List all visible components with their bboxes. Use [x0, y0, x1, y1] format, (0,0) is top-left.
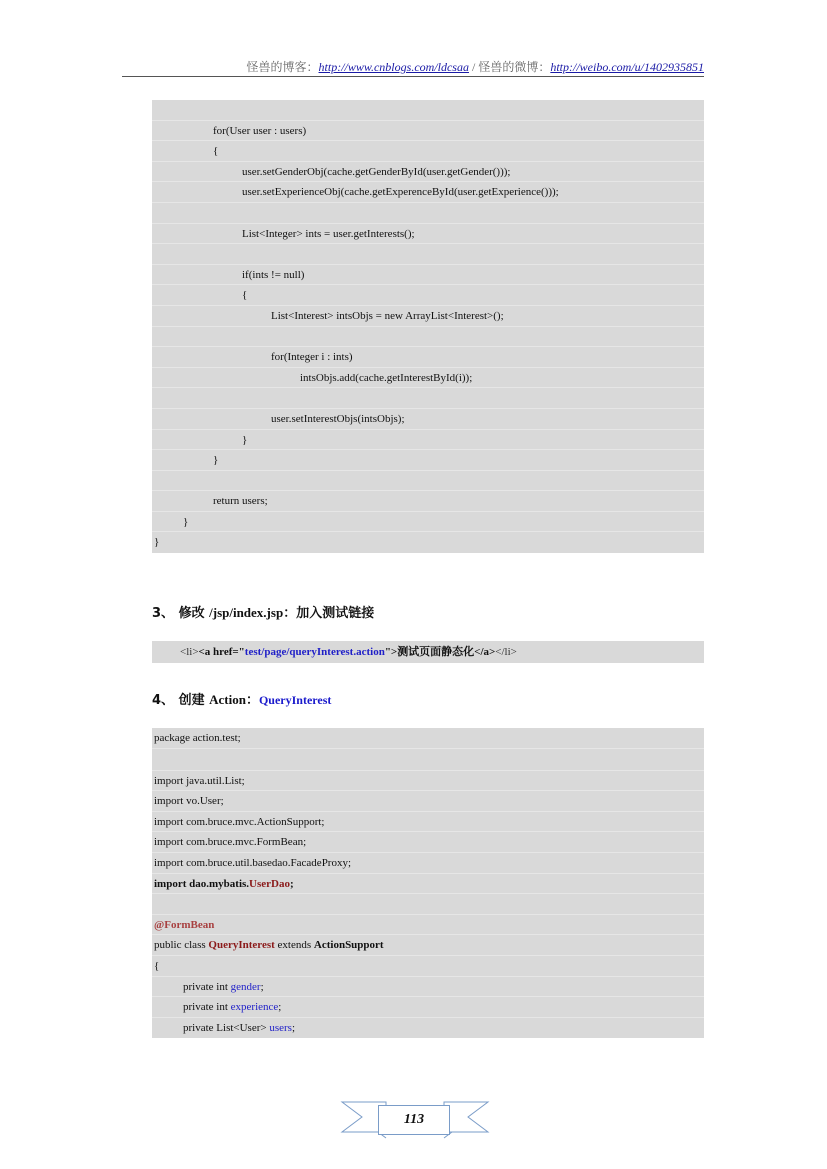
field-type: private List<User>: [183, 1021, 270, 1034]
a-close-tag: </a>: [474, 646, 496, 658]
code-text: }: [154, 536, 160, 549]
import-suffix: ;: [289, 877, 294, 890]
link-text: 测试页面静态化: [397, 645, 475, 658]
code-line: [152, 791, 704, 812]
field-name: gender: [230, 980, 261, 993]
code-line-blank: [152, 244, 704, 265]
code-line: [152, 430, 704, 451]
code-line: [152, 265, 704, 286]
weibo-label: 怪兽的微博：: [478, 60, 551, 74]
section-verb: 修改: [178, 606, 205, 621]
code-line: [152, 812, 704, 833]
code-line: [152, 997, 704, 1018]
section-3-heading: [152, 602, 374, 621]
code-text: if(ints != null): [242, 268, 305, 281]
import-statement: import vo.User;: [154, 795, 224, 808]
code-line-blank: [152, 100, 704, 121]
weibo-link[interactable]: http://weibo.com/u/1402935851: [550, 60, 704, 74]
field-type: private int: [183, 1001, 231, 1014]
code-line: [152, 874, 704, 895]
code-line-blank: [152, 203, 704, 224]
code-line: [152, 956, 704, 977]
code-line: [152, 347, 704, 368]
code-line: [152, 450, 704, 471]
code-line: [152, 182, 704, 203]
open-brace: {: [154, 959, 160, 972]
code-text: intsObjs.add(cache.getInterestById(i));: [300, 371, 473, 384]
a-close-quote: ">: [384, 646, 398, 658]
code-line: [152, 141, 704, 162]
code-line-blank: [152, 471, 704, 492]
field-end: ;: [278, 1001, 282, 1014]
blog-link[interactable]: http://www.cnblogs.com/ldcsaa: [318, 60, 469, 74]
field-end: ;: [291, 1021, 296, 1034]
code-line: [152, 915, 704, 936]
code-text: {: [242, 289, 248, 302]
import-prefix: import dao.mybatis.: [154, 877, 250, 890]
code-line: [152, 368, 704, 389]
code-text: }: [213, 454, 219, 467]
code-line-blank: [152, 327, 704, 348]
parent-class: ActionSupport: [313, 939, 384, 952]
field-name: users: [269, 1021, 292, 1034]
code-text: user.setInterestObjs(intsObjs);: [271, 412, 405, 425]
field-name: experience: [230, 1001, 279, 1014]
code-line: [152, 121, 704, 142]
code-text: List<Interest> intsObjs = new ArrayList<Interest>();: [271, 309, 504, 322]
code-line: [152, 728, 704, 749]
code-text: return users;: [213, 495, 268, 508]
blog-label: 怪兽的博客：: [246, 60, 319, 74]
header-separator: /: [468, 60, 479, 74]
code-line-blank: [152, 894, 704, 915]
page-number-ribbon: [340, 1098, 490, 1142]
code-line: [152, 771, 704, 792]
code-text: {: [213, 145, 219, 158]
section-number: 3、: [152, 606, 175, 621]
code-text: for(User user : users): [213, 124, 307, 137]
code-line: [152, 162, 704, 183]
li-close-tag: </li>: [495, 646, 517, 658]
class-name: QueryInterest: [208, 939, 275, 952]
class-decl-extends: extends: [274, 939, 314, 952]
class-decl-prefix: public class: [154, 939, 209, 952]
code-line-blank: [152, 749, 704, 771]
code-line: [152, 409, 704, 430]
code-line: [152, 512, 704, 533]
code-line: [152, 491, 704, 512]
page-number: 113: [378, 1105, 450, 1135]
page-header: [122, 58, 704, 77]
code-line: [152, 832, 704, 853]
section-class-name: QueryInterest: [258, 693, 332, 707]
code-block-get-users: [152, 100, 704, 553]
code-line: [152, 285, 704, 306]
code-line: [152, 306, 704, 327]
section-4-heading: [152, 689, 331, 708]
import-statement: import java.util.List;: [154, 774, 245, 787]
code-text: }: [183, 515, 189, 528]
code-block-query-interest: [152, 728, 704, 1038]
code-block-index-link: [152, 641, 704, 663]
section-path: /jsp/index.jsp: [209, 605, 284, 620]
import-statement: import com.bruce.mvc.FormBean;: [154, 836, 307, 849]
code-text: user.setGenderObj(cache.getGenderById(user.getGender()));: [242, 165, 511, 178]
code-line-blank: [152, 388, 704, 409]
section-label: Action：: [209, 692, 259, 707]
code-text: user.setExperienceObj(cache.getExperenceById(user.getExperience()));: [242, 186, 559, 199]
field-end: ;: [260, 980, 264, 993]
code-line: [152, 224, 704, 245]
code-line: [152, 935, 704, 956]
code-text: }: [242, 433, 248, 446]
code-line: [152, 532, 704, 553]
import-statement: import com.bruce.util.basedao.FacadeProxy;: [154, 856, 352, 869]
section-suffix: ：加入测试链接: [283, 606, 375, 621]
code-text: List<Integer> ints = user.getInterests();: [242, 227, 415, 240]
package-statement: package action.test;: [154, 732, 241, 744]
annotation: @FormBean: [154, 918, 215, 931]
a-open-tag: <a href=": [198, 646, 245, 658]
import-class: UserDao: [249, 877, 290, 890]
li-open-tag: <li>: [180, 646, 199, 658]
section-number: 4、: [152, 693, 175, 708]
code-line: [152, 853, 704, 874]
code-text: for(Integer i : ints): [271, 351, 353, 364]
field-type: private int: [183, 980, 231, 993]
section-verb: 创建: [178, 693, 205, 708]
code-line: [152, 977, 704, 998]
href-value: test/page/queryInterest.action: [244, 646, 385, 658]
code-line: [152, 1018, 704, 1039]
import-statement: import com.bruce.mvc.ActionSupport;: [154, 815, 325, 828]
